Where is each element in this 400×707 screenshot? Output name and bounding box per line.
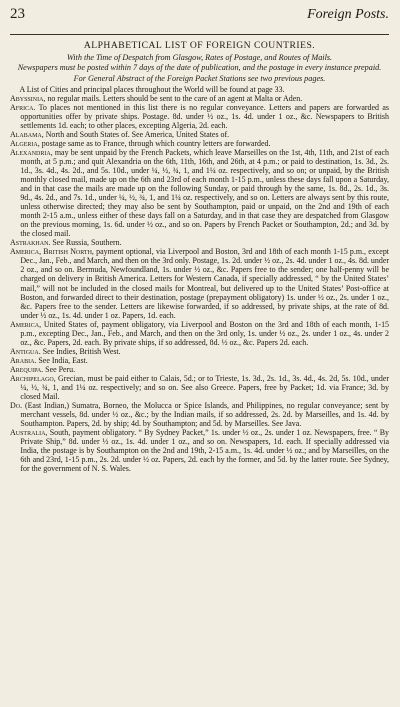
page-number: 23 [10,6,25,22]
newspaper-notice: Newspapers must be posted within 7 days of the date of publication, and the postage in every instance prepaid. [17,62,382,72]
entry [10,320,389,347]
running-title: Foreign Posts. [307,7,389,22]
entry-text: Grecian, must be paid either to Calais, 5d.; or to Trieste, 1s. 3d., 2s. 1d., 3s. 4d., 4s. 2d, 5s. 10d., under ¼, ½, ¾, 1, and 1¼ oz. respectively; and so on. See also Greece. Papers, free by Packet; 1d. via France; 3d. by closed Mail. [20,374,390,402]
entry-text: To places not mentioned in this list there is no regular conveyance. Letters and papers are forwarded as opportunities offer by private ships. Postage. 8d. under ½ oz., 1s. 4d. under 1 oz., &c. Newspapers to British settlements 1d. each; to other places, excepting Algeria, 2d. each. [20,102,389,130]
entry-text: payment optional, via Liverpool and Boston, 3rd and 18th of each month 1-15 p.m., except Dec., Jan., Feb., and March, and then on the 3rd only. Postage, 1s. 2d. under ½ oz., 2s. 4d. under 1 oz., 4s. 8d. under 2 oz., and so on. Bermuda, Newfoundland, 1s. under ½ oz., &c. Papers free to the sender; one half-penny will be charged on delivery in British America. Letters for Western Canada, if specially addressed, “ by the United States’ mail,” will not be included in the closed mails for Montreal, but delivered up to the United States’ Post-office at Boston, and forwarded direct to their destination, postage (prepayment obligatory) 1s. under ½ oz., 2s. under 1 oz., &c. Papers free to the sender. Letters are likewise forwarded, if so addressed, by private ships, at the rate of 8d. under ½ oz., 1s. 4d. under 1 oz. Papers, 1d. each. [20,247,389,320]
entry-head: Arabia. [10,355,37,365]
section-title: ALPHABETICAL LIST OF FOREIGN COUNTRIES. [83,40,316,51]
general-abstract-note: For General Abstract of the Foreign Packet Stations see two previous pages. [73,74,326,83]
page-header [10,6,389,28]
entry-head: Do. [10,401,23,411]
entry-head: Astrakhan. [10,238,51,248]
entry-text: postage same as to France, through which country letters are forwarded. [41,138,271,148]
entry-text: may be sent unpaid by the French Packets, which leave Marseilles on the 1st, 4th, 11th, and 21st of each month, at 5 p.m.; and quit Alexandria on the 6th, 11th, 16th, and 26th, at 4 p.m.; or paid to destination, 1s. 3d., 2s. 1d., 3s. 4d., 4s. 2d., and 5s. 10d., under ¼, ½, ¾, 1, and 1¼ oz. respectively, and so on; or unpaid, by the British monthly closed mail, made up on the 6th and 23rd of each month 1-15 p.m., unless these days fall upon a Saturday, and in that case the mails are made up on the following Sunday, or paid through by the same, 1s. 8d., 2s. 1d., 3s. 9d., 4s. 2d., and 7s. 1d., under ¼, ½, ¾, 1, and 1¼ oz. respectively, and so on. Letters are always sent by this route, unless otherwise directed; they may also be sent by Southampton, paid or unpaid, on the 2nd and 19th of each month 2-15 a.m., unless either of these days fall on a Saturday, and in that case they are despatched from Glasgow on the previous morning, 1s. 6d. under ½ oz., and so on. Papers by French Packet or Southampton, 2d.; and 3d. by the closed mail. [20,147,390,239]
entry-text: North and South States of. See America, United States of. [45,129,230,139]
entry-text: (East Indian,) Sumatra, Borneo, the Molucca or Spice Islands, and Philippines, no regular conveyance; sent by merchant vessels, 8d. under ½ oz., &c.; by the Indian mails, if so addressed, 2s. 2d. by Marseilles, and 1s. 4d. by Southampton. Papers, 2d. by ship; 4d. by Southampton; and 5d. by Marseilles. See Java. [20,401,390,429]
entry-head: Abyssinia, [10,93,46,103]
entry [10,428,389,473]
entry-text: South, payment obligatory. “ By Sydney Packet,” 1s. under ½ oz., 2s. under 1 oz. Newspapers, free. “ By Private Ship,” 8d. under ½ oz., 1s. 4d. under 1 oz., and so on. Newspapers, 1d. each. If specially addressed via India, the postage is by Southampton on the 2nd and 19th, 2-15 a.m., 1s. 4d. under ½ oz.; and by Marseilles, on the 6th and 23rd, 1-15 p.m., 2s. 2d. under ½ oz. Papers, 2d. each by the former, and 5d. by the latter route. See Sydney, for the government of N. S. Wales. [20,428,390,474]
entry [10,401,389,428]
entry-head: Alexandria, [10,147,53,157]
entry-text: See India, East. [38,355,88,365]
entry [10,238,389,247]
entry-text: See Peru. [45,364,76,374]
header-rule [10,34,389,35]
entry-text: See Indies, British West. [42,346,121,356]
entry [10,148,389,238]
entry-list [10,94,389,474]
entry-head: Alabama, [10,129,44,139]
entry [10,139,389,148]
entry-head: Africa. [10,102,36,112]
entry-head: Arequipa. [10,364,44,374]
entry [10,247,389,319]
entry-text: See Russia, Southern. [52,238,122,248]
entry-head: America, [10,319,42,329]
entry-head: America, British North, [10,247,94,257]
entry [10,365,389,374]
entry-head: Australia, [10,428,48,438]
entry [10,374,389,401]
entry-head: Archipelago, [10,374,56,383]
entry [10,356,389,365]
intro-note: A List of Cities and principal places throughout the World will be found at page 33. [19,84,285,94]
entry-text: no regular mails. Letters should be sent to the care of an agent at Malta or Aden. [47,93,303,103]
entry [10,103,389,130]
entry [10,130,389,139]
entry [10,94,389,103]
entry [10,347,389,356]
entry-head: Antigua. [10,346,41,356]
entry-head: Algeria, [10,138,40,148]
section-subtitle: With the Time of Despatch from Glasgow, Rates of Postage, and Routes of Mails. [66,53,333,62]
entry-text: United States of, payment obligatory, via Liverpool and Boston on the 3rd and 18th of each month, 1-15 p.m., excepting Dec., Jan., Feb., and March, and then on the 3rd only, 1s. under ½ oz., 2s. under 1 oz., 4s. under 2 oz., &c. Papers, 2d. each. By private ships, if so addressed, 8d. ½ oz., &c. Papers 2d. each. [20,319,390,347]
